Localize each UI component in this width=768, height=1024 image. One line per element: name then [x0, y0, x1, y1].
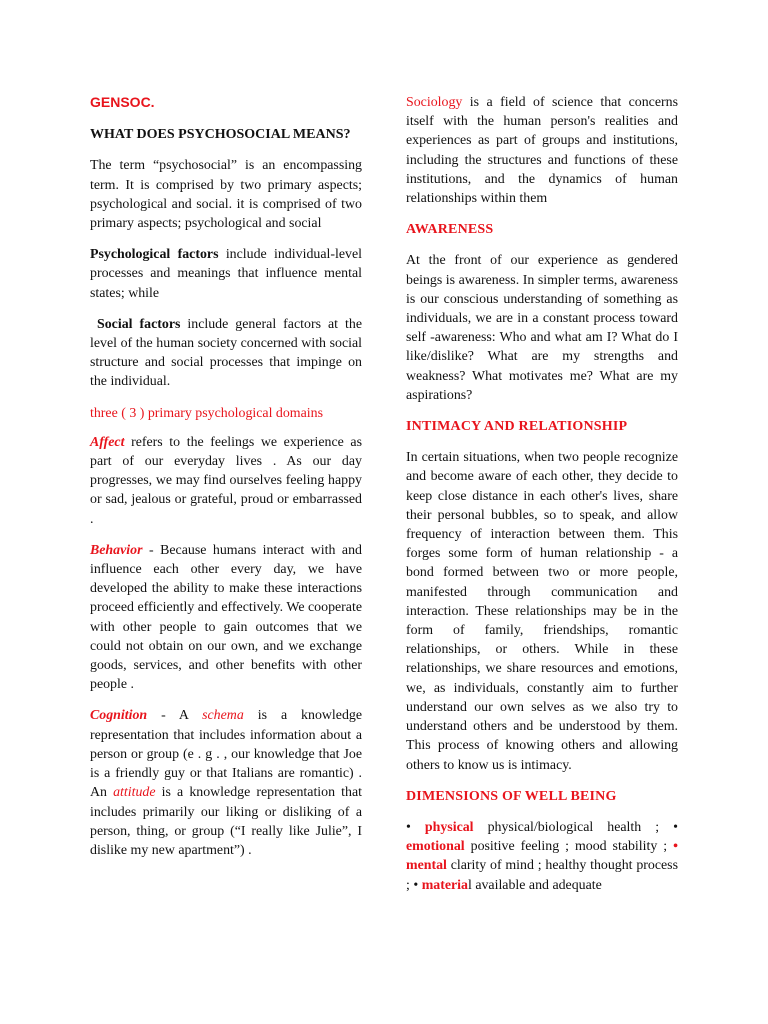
cognition-text-a: - A — [147, 708, 203, 724]
awareness-paragraph: At the front of our experience as gendered beings is awareness. In simpler terms, awareness is our conscious understanding of something as individuals, we are in a constant process toward self -awareness: Who and what am I? What do I like/dislike? What are my strengths and weakness? What motivates me? What are my aspirations? — [406, 253, 678, 403]
section-question: WHAT DOES PSYCHOSOCIAL MEANS? — [90, 127, 351, 143]
mental-text: clarity of mind ; healthy thought process ; — [406, 858, 678, 893]
physical-term: physical — [424, 819, 474, 835]
physical-text: physical/biological health ; — [473, 819, 674, 835]
intro-paragraph: The term “psychosocial” is an encompassing term. It is comprised by two primary aspects; psychological and social. it is comprised of two primary aspects; psychological and social — [90, 158, 362, 232]
bullet-icon: • — [673, 839, 678, 855]
sociology-term: Sociology — [406, 95, 463, 110]
bullet-icon: • — [673, 819, 678, 835]
cognition-term: Cognition — [90, 708, 148, 724]
behavior-term: Behavior — [90, 542, 143, 558]
cognition-text-c: is a knowledge representation that includes primarily our liking or disliking of a person, thing, or group (“I really like Julie”, I dislike my new apartment”) . — [90, 785, 362, 858]
behavior-paragraph — [90, 541, 362, 695]
affect-paragraph — [90, 433, 362, 529]
domains-heading: three ( 3 ) primary psychological domains — [90, 405, 323, 421]
bullet-icon: • — [413, 877, 419, 893]
bullet-icon: • — [406, 819, 411, 835]
document-title: GENSOC. — [90, 94, 155, 110]
psychological-factors-text: include individual-level processes and meanings that influence mental states; while — [90, 247, 363, 301]
awareness-heading: AWARENESS — [406, 222, 494, 238]
right-column — [406, 93, 678, 907]
sociology-text: is a field of science that concerns itself with the human person's realities and experiences as part of groups and institutions, including the structures and functions of these institutions, and the dynamics of human relationships within them — [406, 95, 678, 207]
schema-term: schema — [202, 708, 244, 724]
affect-text: refers to the feelings we experience as part of our everyday lives . As our day progresses, we may find ourselves feeling happy or sad, jealous or grateful, proud or embarrassed . — [90, 434, 362, 527]
sociology-paragraph — [406, 93, 678, 208]
affect-term: Affect — [90, 434, 125, 450]
psychological-factors-paragraph — [90, 245, 362, 303]
intimacy-heading: INTIMACY AND RELATIONSHIP — [406, 419, 628, 435]
left-column — [90, 93, 362, 872]
social-factors-text: include general factors at the level of the human society concerned with social structure and social processes that impinge on the individual. — [90, 316, 362, 390]
wellbeing-heading: DIMENSIONS OF WELL BEING — [406, 788, 617, 804]
intimacy-paragraph: In certain situations, when two people recognize and become aware of each other, they decide to keep close distance in each other's lives, share their personal bubbles, so to speak, and allow frequency of interaction between them. This forges some form of human relationship - a bond formed between two or more people, manifested through communication and interaction. These relationships may be in the form of family, friendships, romantic relationships, or others. While in these relationships, we share resources and emotions, we, as individuals, constantly aim to further understand our own selves as we also try to understand others and be understood by them. This process of knowing others and allowing others to know us is intimacy. — [406, 450, 678, 773]
attitude-term: attitude — [113, 785, 156, 801]
social-factors-paragraph — [90, 315, 362, 392]
mental-term: mental — [406, 858, 447, 874]
psychological-factors-term: Psychological factors — [90, 247, 219, 263]
behavior-text: - Because humans interact with and influence each other every day, we have developed the ability to make these interactions proceed efficiently and effectively. We cooperate with other people to gain outcomes that we could not obtain on our own, and we exchange goods, services, and other benefits with other people . — [90, 542, 362, 693]
material-text: l available and adequate — [467, 877, 602, 893]
social-factors-term: Social factors — [97, 316, 181, 332]
material-term: materia — [421, 877, 468, 893]
cognition-paragraph — [90, 706, 362, 860]
emotional-text: positive feeling ; mood stability ; — [464, 839, 674, 855]
cognition-text-b: is a knowledge representation that includes information about a person or group (e . g . , our knowledge that Joe is a friendly guy or that Italians are romantic) . An — [90, 708, 362, 801]
emotional-term: emotional — [406, 839, 465, 855]
wellbeing-dimensions — [406, 818, 678, 895]
